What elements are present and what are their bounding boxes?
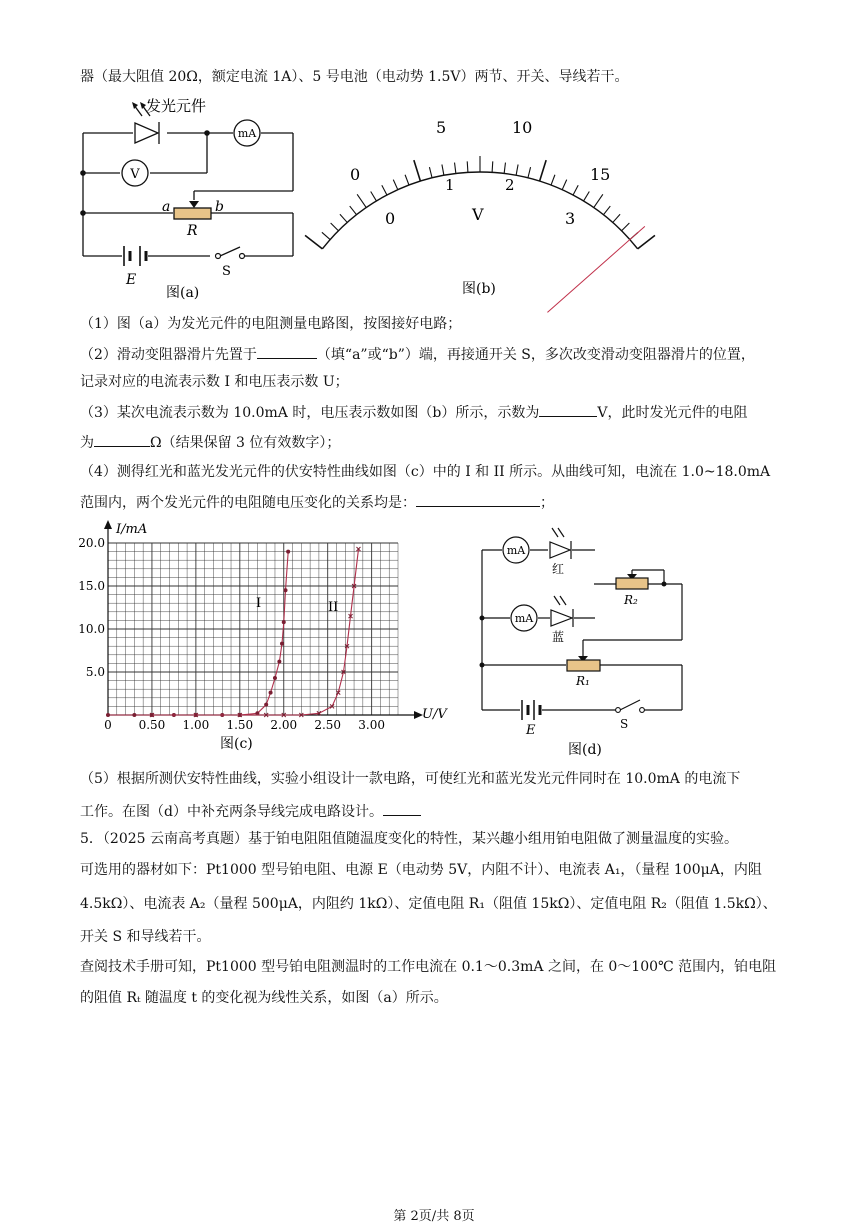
dial-tick <box>613 214 620 222</box>
dial-tick <box>429 167 432 178</box>
curve-2-label: II <box>328 600 339 615</box>
q2-text-a: （2）滑动变阻器滑片先置于 <box>80 347 257 363</box>
question-5-cont <box>80 800 421 822</box>
dial-tick <box>382 185 387 195</box>
problem-5-line-6: 的阻值 Rₜ 随温度 t 的变化视为线性关系，如图（a）所示。 <box>80 990 448 1006</box>
led-icon <box>551 596 573 627</box>
dial-tick <box>573 185 578 195</box>
question-5: （5）根据所测伏安特性曲线，实验小组设计一款电路，可使红光和蓝光发光元件同时在 10.0mA 的电流下 <box>80 771 741 787</box>
battery-icon <box>522 700 540 720</box>
battery-icon <box>124 246 146 266</box>
circuit-diagram-d <box>470 522 700 762</box>
question-1: （1）图（a）为发光元件的电阻测量电路图，按图接好电路； <box>80 316 462 332</box>
dial-tick <box>350 206 357 215</box>
problem-5-line-3: 4.5kΩ）、电流表 A₂（量程 500μA，内阻约 1kΩ）、定值电阻 R₁（阻值 15kΩ）、定值电阻 R₂（阻值 1.5kΩ）、 <box>80 896 777 912</box>
ammeter-label: mA <box>514 612 534 625</box>
dial-tick <box>492 161 493 172</box>
switch-label: S <box>620 717 629 731</box>
rheostat-r1-icon <box>567 660 600 671</box>
figure-b-caption: 图(b) <box>462 281 496 297</box>
upper-scale-label: 15 <box>590 165 611 184</box>
curve-1-label: I <box>256 596 262 611</box>
q4-text-b: 范围内，两个发光元件的电阻随电压变化的关系均是： <box>80 495 416 511</box>
dial-tick <box>322 232 330 239</box>
problem-5-line-5: 查阅技术手册可知，Pt1000 型号铂电阻测温时的工作电流在 0.1～0.3mA 之间，在 0～100℃ 范围内，铂电阻 <box>80 959 777 975</box>
led-red-label: 红 <box>552 562 565 576</box>
battery-label: E <box>526 723 536 738</box>
data-point <box>132 713 136 717</box>
q3-text-b: V，此时发光元件的电阻 <box>597 405 748 421</box>
iv-curve-chart <box>78 515 458 755</box>
end-a-label: a <box>162 199 171 215</box>
x-tick-label: 1.00 <box>182 718 210 732</box>
answer-blank[interactable] <box>539 401 597 417</box>
upper-scale-label: 5 <box>436 118 447 137</box>
data-point <box>106 713 110 717</box>
dial-tick <box>405 175 409 185</box>
switch-icon <box>216 254 245 259</box>
x-tick-label: 2.00 <box>270 718 298 732</box>
figure-a-caption: 图(a) <box>166 285 200 301</box>
figure-b <box>340 110 620 300</box>
dial-tick <box>528 167 531 178</box>
switch-icon <box>616 708 645 713</box>
y-tick-label: 15.0 <box>78 579 105 593</box>
dial-tick <box>331 223 339 231</box>
ammeter-label: mA <box>237 127 257 140</box>
y-tick-label: 10.0 <box>78 622 105 636</box>
question-2 <box>80 343 755 365</box>
dial-tick <box>371 192 377 201</box>
x-tick-label: 1.50 <box>226 718 254 732</box>
dial-tick <box>455 163 456 174</box>
dial-tick <box>638 235 655 249</box>
lower-scale-label: 1 <box>445 176 455 194</box>
led-label: 发光元件 <box>146 97 207 115</box>
q3-text-d: Ω（结果保留 3 位有效数字）； <box>150 435 341 451</box>
figure-d-caption: 图(d) <box>568 742 602 758</box>
answer-blank[interactable] <box>383 800 421 816</box>
x-tick-label: 3.00 <box>358 718 385 732</box>
data-point <box>264 703 268 707</box>
q2-text-b: （填“a”或“b”）端，再接通开关 S，多次改变滑动变阻器滑片的位置， <box>316 347 755 363</box>
dial-tick <box>551 175 555 185</box>
y-tick-label: 20.0 <box>78 536 105 550</box>
data-point <box>277 660 281 664</box>
q4-text-c: ； <box>540 495 554 511</box>
question-3 <box>80 401 747 423</box>
page-footer: 第 2页/共 8页 <box>393 1209 475 1224</box>
switch-label: S <box>222 264 231 279</box>
q3-text-a: （3）某次电流表示数为 10.0mA 时，电压表示数如图（b）所示，示数为 <box>80 405 540 421</box>
y-axis-label: I/mA <box>116 522 148 537</box>
series-line-I <box>108 552 288 715</box>
data-point <box>284 588 288 592</box>
end-b-label: b <box>215 199 224 215</box>
meter-unit: V <box>472 205 484 224</box>
dial-tick <box>562 180 567 190</box>
upper-scale-label: 10 <box>512 118 533 137</box>
figure-d <box>470 522 700 762</box>
rheostat-label: R <box>187 223 198 239</box>
dial-tick <box>603 206 610 215</box>
dial-tick <box>467 161 468 172</box>
dial-tick <box>442 164 444 175</box>
r2-label: R₂ <box>624 593 638 607</box>
figure-c <box>78 515 458 755</box>
question-3-cont <box>80 431 340 453</box>
led-icon <box>550 528 571 559</box>
dial-tick <box>414 160 421 181</box>
question-4: （4）测得红光和蓝光发光元件的伏安特性曲线如图（c）中的 I 和 II 所示。从曲线可知，电流在 1.0~18.0mA <box>80 464 771 480</box>
data-point <box>273 676 277 680</box>
voltmeter-dial <box>340 110 620 300</box>
problem-5-title: 5．（2025 云南高考真题）基于铂电阻阻值随温度变化的特性，某兴趣小组用铂电阻做了测量温度的实验。 <box>80 831 738 847</box>
dial-tick <box>504 163 505 174</box>
meter-needle <box>547 226 644 312</box>
answer-blank[interactable] <box>257 343 317 359</box>
voltmeter-label: V <box>130 167 140 182</box>
ammeter-label: mA <box>506 544 526 557</box>
dial-tick <box>357 194 366 207</box>
x-tick-label: 0.50 <box>138 718 166 732</box>
data-point <box>269 691 273 695</box>
question-4-cont <box>80 491 554 513</box>
problem-5-line-2: 可选用的器材如下：Pt1000 型号铂电阻、电源 E（电动势 5V，内阻不计）、电流表 A₁，（量程 100μA，内阻 <box>80 862 762 878</box>
r1-label: R₁ <box>576 674 590 688</box>
rheostat-icon <box>174 208 211 219</box>
dial-tick <box>584 192 590 201</box>
data-point <box>280 642 284 646</box>
dial-tick <box>393 180 398 190</box>
lower-scale-label: 2 <box>505 176 515 194</box>
answer-blank[interactable] <box>94 431 150 447</box>
led-blue-label: 蓝 <box>552 630 565 644</box>
q5-text-b: 工作。在图（d）中补充两条导线完成电路设计。 <box>80 804 383 820</box>
x-tick-label: 0 <box>104 718 112 732</box>
circuit-diagram-a <box>70 92 310 304</box>
dial-tick <box>594 194 603 207</box>
dial-tick <box>540 160 547 181</box>
upper-scale-label: 0 <box>350 165 361 184</box>
battery-label: E <box>126 272 137 288</box>
dial-tick <box>516 164 518 175</box>
x-axis-label: U/V <box>422 707 447 722</box>
rheostat-r2-icon <box>616 578 648 589</box>
y-tick-label: 5.0 <box>85 665 105 679</box>
data-point <box>282 620 286 624</box>
figure-c-caption: 图(c) <box>220 736 253 752</box>
data-point <box>286 550 290 554</box>
dial-tick <box>340 214 347 222</box>
lower-scale-label: 0 <box>385 209 396 228</box>
answer-blank[interactable] <box>416 491 540 507</box>
problem-5-line-4: 开关 S 和导线若干。 <box>80 929 211 945</box>
lower-scale-label: 3 <box>565 209 576 228</box>
figure-a <box>70 92 310 304</box>
question-2-cont: 记录对应的电流表示数 I 和电压表示数 U； <box>80 374 349 390</box>
intro-line: 器（最大阻值 20Ω，额定电流 1A）、5 号电池（电动势 1.5V）两节、开关、导线若干。 <box>80 69 629 85</box>
dial-tick <box>622 223 630 231</box>
q3-text-c: 为 <box>80 435 94 451</box>
x-tick-label: 2.50 <box>314 718 342 732</box>
